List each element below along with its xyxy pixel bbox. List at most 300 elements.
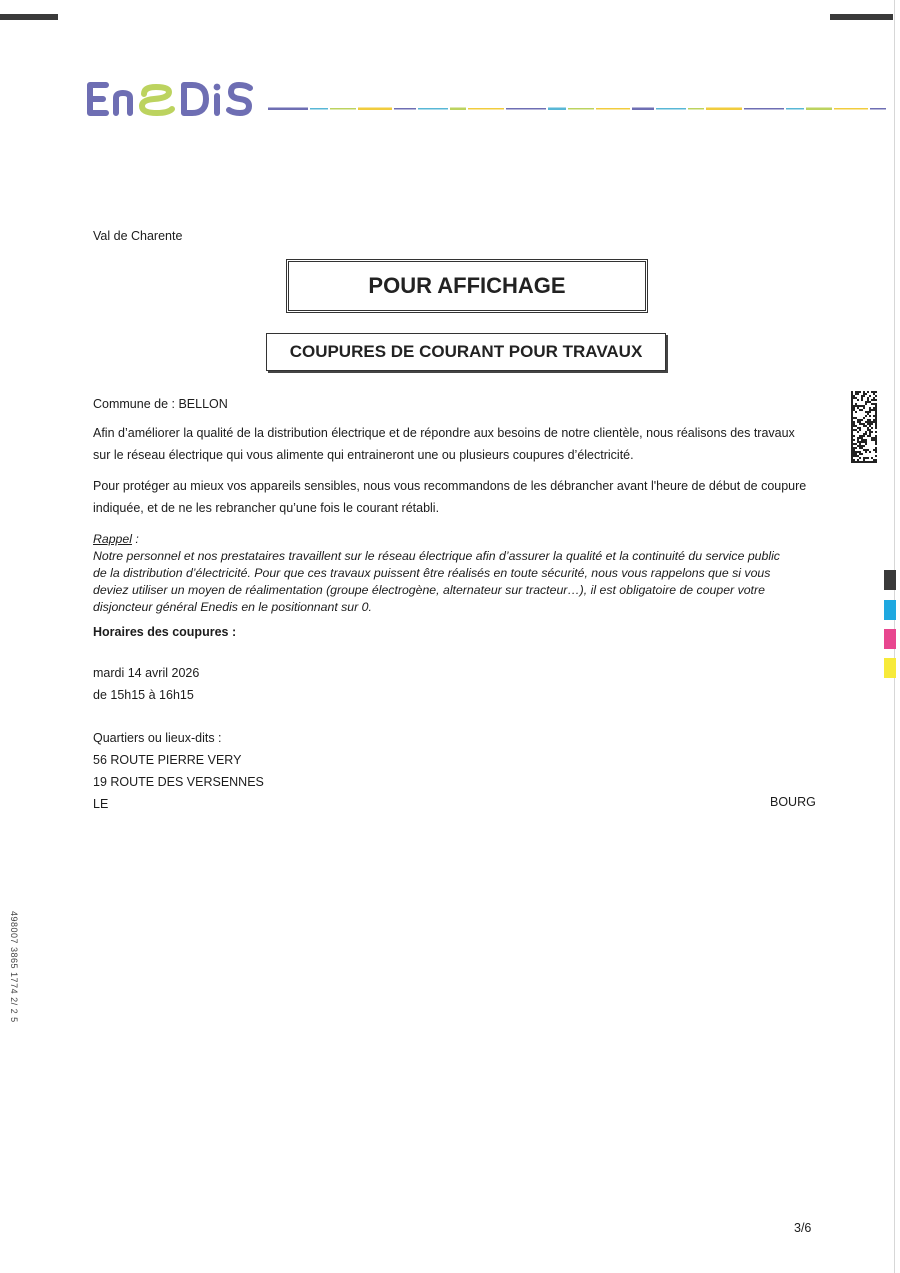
datamatrix-module xyxy=(867,397,869,399)
datamatrix-module xyxy=(853,453,855,455)
datamatrix-module xyxy=(875,439,877,441)
datamatrix-module xyxy=(863,459,865,461)
datamatrix-module xyxy=(851,425,853,427)
datamatrix-module xyxy=(867,449,869,451)
datamatrix-module xyxy=(851,449,853,451)
datamatrix-module xyxy=(863,435,865,437)
datamatrix-module xyxy=(851,453,853,455)
datamatrix-module xyxy=(859,453,861,455)
datamatrix-module xyxy=(873,459,875,461)
datamatrix-module xyxy=(867,423,869,425)
datamatrix-module xyxy=(869,407,871,409)
datamatrix-module xyxy=(871,439,873,441)
region-label: Val de Charente xyxy=(93,229,183,243)
datamatrix-module xyxy=(851,441,853,443)
datamatrix-module xyxy=(867,401,869,403)
logo-line-segment xyxy=(394,108,416,110)
datamatrix-module xyxy=(851,431,853,433)
datamatrix-module xyxy=(851,411,853,413)
datamatrix-module xyxy=(867,435,869,437)
datamatrix-module xyxy=(875,427,877,429)
page-number: 3/6 xyxy=(794,1221,812,1235)
datamatrix-module xyxy=(853,449,855,451)
datamatrix-module xyxy=(863,439,865,441)
logo-line-segment xyxy=(450,108,466,111)
rappel-section xyxy=(93,531,823,616)
location-item-last-right: BOURG xyxy=(770,795,816,809)
rappel-line-4: disjoncteur général Enedis en le positionnant sur 0. xyxy=(93,600,372,614)
datamatrix-module xyxy=(869,419,871,421)
datamatrix-module xyxy=(875,391,877,393)
datamatrix-module xyxy=(851,427,853,429)
color-swatch-yellow xyxy=(884,658,896,678)
datamatrix-module xyxy=(869,423,871,425)
side-margin-code: 498007 3865 1774 2/ 2 5 xyxy=(9,911,19,1023)
datamatrix-module xyxy=(867,399,869,401)
datamatrix-module xyxy=(869,425,871,427)
datamatrix-module xyxy=(863,405,865,407)
datamatrix-module xyxy=(859,445,861,447)
datamatrix-module xyxy=(853,397,855,399)
datamatrix-module xyxy=(875,423,877,425)
rappel-title: Rappel xyxy=(93,532,132,546)
datamatrix-module xyxy=(851,433,853,435)
datamatrix-module xyxy=(869,431,871,433)
datamatrix-module xyxy=(861,419,863,421)
logo-line-segment xyxy=(870,108,886,110)
datamatrix-module xyxy=(873,409,875,411)
location-item: 19 ROUTE DES VERSENNES xyxy=(93,775,264,789)
datamatrix-module xyxy=(851,423,853,425)
logo-line-segment xyxy=(656,108,686,110)
datamatrix-module xyxy=(851,405,853,407)
datamatrix-module xyxy=(859,461,861,463)
title-box xyxy=(266,333,666,371)
datamatrix-module xyxy=(857,437,859,439)
datamatrix-module xyxy=(871,403,873,405)
logo-line-segment xyxy=(596,108,630,110)
logo-line-segment xyxy=(418,108,448,110)
datamatrix-module xyxy=(851,399,853,401)
datamatrix-module xyxy=(857,419,859,421)
datamatrix-module xyxy=(875,461,877,463)
datamatrix-module xyxy=(865,415,867,417)
datamatrix-module xyxy=(867,427,869,429)
datamatrix-module xyxy=(865,461,867,463)
datamatrix-module xyxy=(855,429,857,431)
datamatrix-module xyxy=(871,437,873,439)
datamatrix-module xyxy=(855,417,857,419)
advice-line-2: indiquée, et de ne les rebrancher qu’une fois le courant rétabli. xyxy=(93,501,440,515)
datamatrix-module xyxy=(873,407,875,409)
datamatrix-module xyxy=(875,395,877,397)
datamatrix-module xyxy=(859,423,861,425)
advice-line-1: Pour protéger au mieux vos appareils sensibles, nous vous recommandons de les débrancher avant l'heure de début de coupure xyxy=(93,479,807,493)
datamatrix-module xyxy=(873,415,875,417)
datamatrix-module xyxy=(871,391,873,393)
datamatrix-module xyxy=(851,459,853,461)
datamatrix-module xyxy=(861,437,863,439)
datamatrix-module xyxy=(855,461,857,463)
datamatrix-module xyxy=(863,425,865,427)
datamatrix-module xyxy=(875,415,877,417)
datamatrix-module xyxy=(863,457,865,459)
datamatrix-module xyxy=(871,421,873,423)
intro-line-1: Afin d’améliorer la qualité de la distribution électrique et de répondre aux besoins de notre clientèle, nous réalisons des travaux xyxy=(93,426,795,440)
intro-paragraph xyxy=(93,422,813,466)
datamatrix-module xyxy=(855,403,857,405)
location-item-last-left: LE xyxy=(93,797,109,811)
datamatrix-module xyxy=(855,447,857,449)
datamatrix-module xyxy=(855,391,857,393)
datamatrix-module xyxy=(857,439,859,441)
logo-line-segment xyxy=(834,108,868,110)
datamatrix-module xyxy=(855,455,857,457)
datamatrix-module xyxy=(861,445,863,447)
datamatrix-module xyxy=(865,393,867,395)
datamatrix-module xyxy=(853,421,855,423)
datamatrix-module xyxy=(873,437,875,439)
datamatrix-module xyxy=(869,409,871,411)
datamatrix-module xyxy=(851,407,853,409)
location-item: 56 ROUTE PIERRE VERY xyxy=(93,753,242,767)
datamatrix-module xyxy=(857,399,859,401)
schedule-time: de 15h15 à 16h15 xyxy=(93,688,194,702)
datamatrix-module xyxy=(859,405,861,407)
datamatrix-module xyxy=(851,393,853,395)
datamatrix-module xyxy=(851,391,853,393)
datamatrix-module xyxy=(859,447,861,449)
datamatrix-module xyxy=(859,421,861,423)
datamatrix-module xyxy=(857,441,859,443)
rappel-title-suffix: : xyxy=(131,532,139,546)
datamatrix-module xyxy=(855,425,857,427)
datamatrix-module xyxy=(851,461,853,463)
datamatrix-module xyxy=(857,421,859,423)
logo-line-segment xyxy=(744,108,784,110)
datamatrix-module xyxy=(851,435,853,437)
datamatrix-module xyxy=(853,447,855,449)
datamatrix-module xyxy=(853,409,855,411)
logo-line-segment xyxy=(506,108,546,110)
datamatrix-module xyxy=(875,431,877,433)
datamatrix-module xyxy=(859,437,861,439)
color-swatch-black xyxy=(884,570,896,590)
datamatrix-module xyxy=(861,395,863,397)
logo-line-segment xyxy=(310,108,328,110)
scan-corner-mark-right xyxy=(830,14,893,20)
datamatrix-module xyxy=(851,451,853,453)
logo-line-segment xyxy=(706,108,742,111)
commune-label: Commune de : BELLON xyxy=(93,397,228,411)
datamatrix-module xyxy=(875,451,877,453)
datamatrix-module xyxy=(869,433,871,435)
datamatrix-module xyxy=(855,397,857,399)
title-text: COUPURES DE COURANT POUR TRAVAUX xyxy=(289,342,643,361)
datamatrix-module xyxy=(851,413,853,415)
datamatrix-module xyxy=(869,411,871,413)
datamatrix-module xyxy=(875,435,877,437)
datamatrix-module xyxy=(861,409,863,411)
pour-affichage-box xyxy=(286,259,648,313)
datamatrix-module xyxy=(863,423,865,425)
datamatrix-module xyxy=(863,433,865,435)
datamatrix-module xyxy=(875,425,877,427)
datamatrix-module xyxy=(859,427,861,429)
logo-line-segment xyxy=(786,108,804,110)
datamatrix-module xyxy=(855,411,857,413)
datamatrix-module xyxy=(875,411,877,413)
datamatrix-module xyxy=(865,457,867,459)
logo-line-segment xyxy=(358,108,392,111)
datamatrix-module xyxy=(875,421,877,423)
intro-line-2: sur le réseau électrique qui vous alimente qui entraineront une ou plusieurs coupures d’électricité. xyxy=(93,448,634,462)
datamatrix-module xyxy=(865,411,867,413)
datamatrix-module xyxy=(861,399,863,401)
datamatrix-module xyxy=(863,417,865,419)
datamatrix-module xyxy=(859,429,861,431)
datamatrix-module xyxy=(869,421,871,423)
datamatrix-module xyxy=(851,445,853,447)
datamatrix-module xyxy=(873,393,875,395)
datamatrix-module xyxy=(851,401,853,403)
datamatrix-module xyxy=(867,457,869,459)
datamatrix-module xyxy=(855,393,857,395)
datamatrix-module xyxy=(861,423,863,425)
datamatrix-module xyxy=(853,417,855,419)
rappel-line-1: Notre personnel et nos prestataires travaillent sur le réseau électrique afin d’assurer la qualité et la continuité du service public xyxy=(93,549,780,563)
datamatrix-module xyxy=(851,415,853,417)
datamatrix-module xyxy=(851,429,853,431)
datamatrix-module xyxy=(869,415,871,417)
datamatrix-module xyxy=(851,403,853,405)
datamatrix-module xyxy=(861,453,863,455)
schedule-date: mardi 14 avril 2026 xyxy=(93,666,200,680)
datamatrix-module xyxy=(863,391,865,393)
datamatrix-module xyxy=(863,441,865,443)
logo-dotted-line xyxy=(268,107,886,111)
datamatrix-module xyxy=(875,413,877,415)
datamatrix-module xyxy=(853,405,855,407)
datamatrix-module xyxy=(865,431,867,433)
logo-line-segment xyxy=(806,108,832,111)
datamatrix-module xyxy=(873,461,875,463)
datamatrix-module xyxy=(861,397,863,399)
datamatrix-module xyxy=(851,421,853,423)
datamatrix-module xyxy=(867,413,869,415)
datamatrix-module xyxy=(873,419,875,421)
datamatrix-module xyxy=(869,395,871,397)
datamatrix-module xyxy=(871,423,873,425)
datamatrix-module xyxy=(853,461,855,463)
datamatrix-module xyxy=(861,441,863,443)
datamatrix-module xyxy=(875,449,877,451)
advice-paragraph xyxy=(93,475,813,519)
pour-affichage-text: POUR AFFICHAGE xyxy=(368,273,566,298)
datamatrix-module xyxy=(861,435,863,437)
datamatrix-module xyxy=(853,459,855,461)
datamatrix-module xyxy=(861,447,863,449)
datamatrix-module xyxy=(863,393,865,395)
datamatrix-module xyxy=(875,443,877,445)
datamatrix-module xyxy=(873,421,875,423)
locations-heading: Quartiers ou lieux-dits : xyxy=(93,731,222,745)
datamatrix-module xyxy=(875,419,877,421)
datamatrix-module xyxy=(873,403,875,405)
datamatrix-module xyxy=(867,461,869,463)
datamatrix-module xyxy=(863,449,865,451)
logo-line-segment xyxy=(468,108,504,110)
rappel-line-3: deviez utiliser un moyen de réalimentation (groupe électrogène, alternateur sur tracteur…), il est obligatoire de couper votre xyxy=(93,583,765,597)
datamatrix-module xyxy=(875,441,877,443)
datamatrix-module xyxy=(863,395,865,397)
datamatrix-module xyxy=(857,407,859,409)
datamatrix-module xyxy=(857,427,859,429)
datamatrix-module xyxy=(859,457,861,459)
datamatrix-module xyxy=(859,443,861,445)
logo-line-segment xyxy=(548,108,566,111)
datamatrix-module xyxy=(863,461,865,463)
datamatrix-module xyxy=(871,399,873,401)
datamatrix-module xyxy=(875,459,877,461)
datamatrix-module xyxy=(873,399,875,401)
datamatrix-module xyxy=(867,391,869,393)
datamatrix-module xyxy=(865,443,867,445)
datamatrix-module xyxy=(859,435,861,437)
color-swatch-cyan xyxy=(884,600,896,620)
logo-line-segment xyxy=(688,108,704,110)
datamatrix-module xyxy=(851,447,853,449)
datamatrix-module xyxy=(865,441,867,443)
datamatrix-module xyxy=(857,455,859,457)
datamatrix-module xyxy=(857,405,859,407)
logo-line-segment xyxy=(268,108,308,111)
datamatrix-module xyxy=(859,441,861,443)
datamatrix-module xyxy=(867,411,869,413)
datamatrix-module xyxy=(851,397,853,399)
datamatrix-module xyxy=(859,419,861,421)
schedule-heading: Horaires des coupures : xyxy=(93,625,237,639)
datamatrix-module xyxy=(853,423,855,425)
datamatrix-module xyxy=(875,409,877,411)
datamatrix-module xyxy=(855,443,857,445)
datamatrix-module xyxy=(853,407,855,409)
datamatrix-module xyxy=(875,455,877,457)
datamatrix-module xyxy=(865,439,867,441)
datamatrix-module xyxy=(857,391,859,393)
datamatrix-module xyxy=(873,391,875,393)
enedis-logo xyxy=(84,72,259,122)
datamatrix-module xyxy=(853,439,855,441)
datamatrix-module xyxy=(851,437,853,439)
datamatrix-module xyxy=(871,431,873,433)
datamatrix-module xyxy=(859,391,861,393)
datamatrix-module xyxy=(875,403,877,405)
datamatrix-module xyxy=(869,451,871,453)
datamatrix-module xyxy=(867,429,869,431)
datamatrix-code-icon xyxy=(851,391,877,463)
datamatrix-module xyxy=(855,451,857,453)
datamatrix-module xyxy=(867,421,869,423)
datamatrix-module xyxy=(865,449,867,451)
enedis-logo-mark xyxy=(84,72,259,122)
datamatrix-module xyxy=(851,455,853,457)
datamatrix-module xyxy=(865,451,867,453)
datamatrix-module xyxy=(875,399,877,401)
datamatrix-module xyxy=(857,393,859,395)
datamatrix-module xyxy=(861,461,863,463)
datamatrix-module xyxy=(857,451,859,453)
datamatrix-module xyxy=(853,429,855,431)
datamatrix-module xyxy=(851,419,853,421)
datamatrix-module xyxy=(857,459,859,461)
datamatrix-module xyxy=(855,453,857,455)
datamatrix-module xyxy=(875,447,877,449)
logo-line-segment xyxy=(568,108,594,110)
datamatrix-module xyxy=(861,439,863,441)
logo-line-segment xyxy=(632,108,654,111)
datamatrix-module xyxy=(853,443,855,445)
datamatrix-module xyxy=(873,449,875,451)
datamatrix-module xyxy=(857,461,859,463)
rappel-line-2: de la distribution d’électricité. Pour que ces travaux puissent être réalisés en toute sécurité, nous vous rappelons que si vous xyxy=(93,566,771,580)
datamatrix-module xyxy=(873,439,875,441)
datamatrix-module xyxy=(865,421,867,423)
datamatrix-module xyxy=(861,405,863,407)
datamatrix-module xyxy=(867,419,869,421)
datamatrix-module xyxy=(853,451,855,453)
datamatrix-module xyxy=(859,451,861,453)
datamatrix-module xyxy=(859,409,861,411)
datamatrix-module xyxy=(853,425,855,427)
datamatrix-module xyxy=(851,457,853,459)
datamatrix-module xyxy=(865,403,867,405)
datamatrix-module xyxy=(853,395,855,397)
datamatrix-module xyxy=(857,431,859,433)
color-swatch-magenta xyxy=(884,629,896,649)
datamatrix-module xyxy=(851,395,853,397)
datamatrix-module xyxy=(875,405,877,407)
datamatrix-module xyxy=(871,427,873,429)
datamatrix-module xyxy=(875,417,877,419)
datamatrix-module xyxy=(851,439,853,441)
datamatrix-module xyxy=(869,435,871,437)
datamatrix-module xyxy=(871,409,873,411)
datamatrix-module xyxy=(865,433,867,435)
datamatrix-module xyxy=(853,435,855,437)
datamatrix-module xyxy=(873,397,875,399)
datamatrix-module xyxy=(875,437,877,439)
datamatrix-module xyxy=(851,417,853,419)
datamatrix-module xyxy=(869,461,871,463)
logo-line-segment xyxy=(330,108,356,110)
datamatrix-module xyxy=(871,461,873,463)
datamatrix-module xyxy=(869,401,871,403)
datamatrix-module xyxy=(869,429,871,431)
datamatrix-module xyxy=(875,407,877,409)
datamatrix-module xyxy=(851,409,853,411)
datamatrix-module xyxy=(853,455,855,457)
datamatrix-module xyxy=(871,457,873,459)
datamatrix-module xyxy=(865,425,867,427)
datamatrix-module xyxy=(863,407,865,409)
datamatrix-module xyxy=(851,443,853,445)
scan-corner-mark-left xyxy=(0,14,58,20)
datamatrix-module xyxy=(863,445,865,447)
datamatrix-module xyxy=(865,401,867,403)
datamatrix-module xyxy=(855,405,857,407)
datamatrix-module xyxy=(857,445,859,447)
